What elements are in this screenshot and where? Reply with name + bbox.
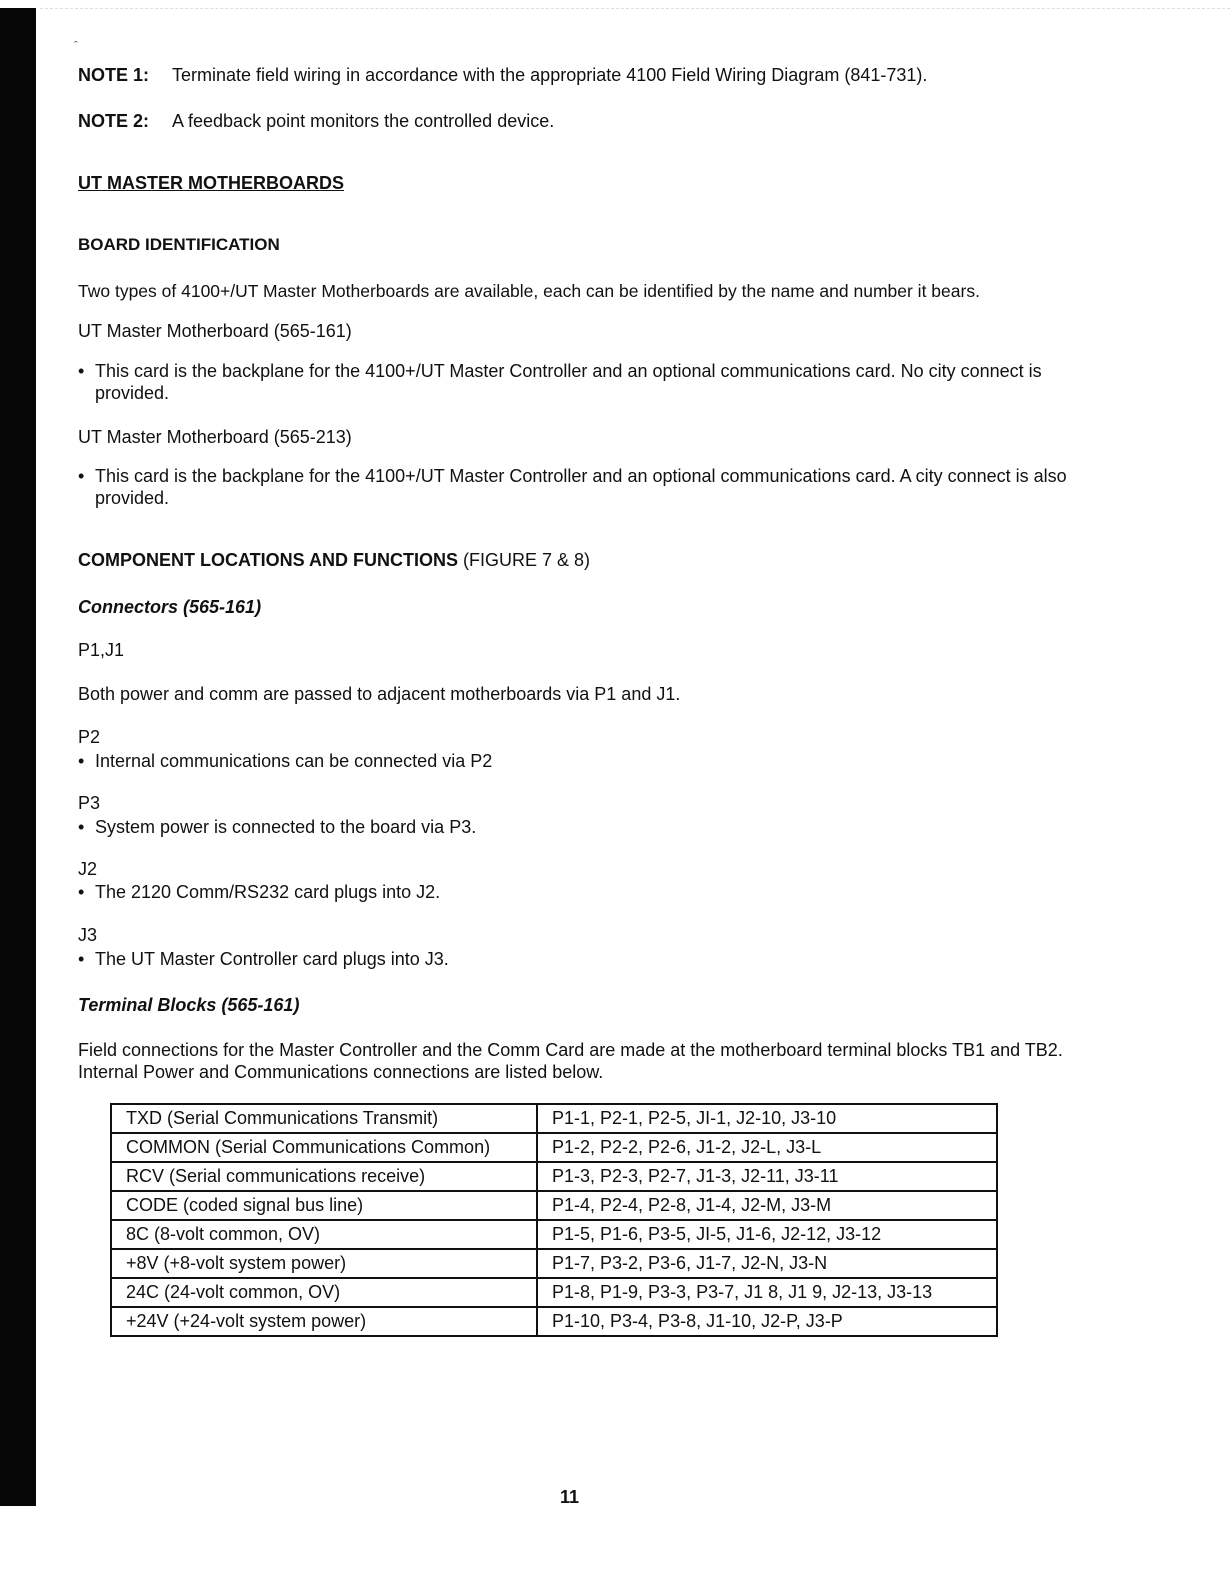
connector-p3-text: System power is connected to the board via P3. <box>95 817 477 837</box>
pins-cell: P1-10, P3-4, P3-8, J1-10, J2-P, J3-P <box>537 1307 997 1336</box>
figure-reference: (FIGURE 7 & 8) <box>463 550 591 570</box>
signal-cell: RCV (Serial communications receive) <box>111 1162 537 1191</box>
connection-table <box>110 1103 998 1337</box>
table-row <box>111 1278 997 1307</box>
board-identification-heading: BOARD IDENTIFICATION <box>78 235 280 254</box>
scan-mark: ˆ <box>74 40 78 52</box>
bullet-dot: • <box>78 466 85 486</box>
signal-cell: +24V (+24-volt system power) <box>111 1307 537 1336</box>
bullet-dot: • <box>78 751 85 771</box>
board-2-name: UT Master Motherboard (565-213) <box>78 427 352 447</box>
scan-edge <box>0 8 36 1506</box>
connector-j3-text: The UT Master Controller card plugs into J3. <box>95 949 449 969</box>
page-number: 11 <box>560 1487 580 1507</box>
board-1-name: UT Master Motherboard (565-161) <box>78 321 352 341</box>
bullet-dot: • <box>78 882 85 902</box>
connector-p2-text: Internal communications can be connected via P2 <box>95 751 493 771</box>
table-row <box>111 1191 997 1220</box>
note-1 <box>78 64 927 86</box>
pins-cell: P1-1, P2-1, P2-5, JI-1, J2-10, J3-10 <box>537 1104 997 1133</box>
signal-cell: COMMON (Serial Communications Common) <box>111 1133 537 1162</box>
note-2 <box>78 110 554 132</box>
signal-cell: 24C (24-volt common, OV) <box>111 1278 537 1307</box>
pins-cell: P1-4, P2-4, P2-8, J1-4, J2-M, J3-M <box>537 1191 997 1220</box>
note-2-label: NOTE 2: <box>78 111 150 131</box>
connectors-title: Connectors (565-161) <box>78 597 262 617</box>
bullet-dot: • <box>78 817 85 837</box>
pins-cell: P1-7, P3-2, P3-6, J1-7, J2-N, J3-N <box>537 1249 997 1278</box>
connector-j3-label: J3 <box>78 925 98 945</box>
signal-cell: 8C (8-volt common, OV) <box>111 1220 537 1249</box>
board-2-description: This card is the backplane for the 4100+/UT Master Controller and an optional communications card. A city connect is also provided. <box>95 466 1067 508</box>
signal-cell: TXD (Serial Communications Transmit) <box>111 1104 537 1133</box>
p1j1-text: Both power and comm are passed to adjacent motherboards via P1 and J1. <box>78 684 681 704</box>
note-2-text: A feedback point monitors the controlled device. <box>172 111 555 131</box>
signal-cell: +8V (+8-volt system power) <box>111 1249 537 1278</box>
table-row <box>111 1133 997 1162</box>
note-1-label: NOTE 1: <box>78 65 150 85</box>
board-1-description: This card is the backplane for the 4100+/UT Master Controller and an optional communications card. No city connect is provided. <box>95 361 1042 403</box>
table-row <box>111 1307 997 1336</box>
connector-p2-label: P2 <box>78 727 101 747</box>
p1j1-label: P1,J1 <box>78 640 125 660</box>
table-row <box>111 1104 997 1133</box>
section-title: UT MASTER MOTHERBOARDS <box>78 173 344 193</box>
pins-cell: P1-2, P2-2, P2-6, J1-2, J2-L, J3-L <box>537 1133 997 1162</box>
component-locations-heading <box>78 549 590 571</box>
table-row <box>111 1249 997 1278</box>
connector-j2-label: J2 <box>78 859 98 879</box>
terminal-blocks-text: Field connections for the Master Controller and the Comm Card are made at the motherboard terminal blocks TB1 and TB2. Internal Power and Communications connections are listed below. <box>78 1040 1063 1082</box>
terminal-blocks-title: Terminal Blocks (565-161) <box>78 995 300 1015</box>
pins-cell: P1-3, P2-3, P2-7, J1-3, J2-11, J3-11 <box>537 1162 997 1191</box>
note-1-text: Terminate field wiring in accordance with the appropriate 4100 Field Wiring Diagram (841-731). <box>172 65 928 85</box>
table-row <box>111 1162 997 1191</box>
connector-p3-label: P3 <box>78 793 101 813</box>
pins-cell: P1-5, P1-6, P3-5, JI-5, J1-6, J2-12, J3-12 <box>537 1220 997 1249</box>
bullet-dot: • <box>78 949 85 969</box>
table-row <box>111 1220 997 1249</box>
signal-cell: CODE (coded signal bus line) <box>111 1191 537 1220</box>
bullet-dot: • <box>78 361 85 381</box>
pins-cell: P1-8, P1-9, P3-3, P3-7, J1 8, J1 9, J2-13, J3-13 <box>537 1278 997 1307</box>
board-identification-intro: Two types of 4100+/UT Master Motherboards are available, each can be identified by the name and number it bears. <box>78 281 980 301</box>
connector-j2-text: The 2120 Comm/RS232 card plugs into J2. <box>95 882 441 902</box>
component-locations-title: COMPONENT LOCATIONS AND FUNCTIONS <box>78 550 458 570</box>
scan-noise <box>40 8 1230 10</box>
